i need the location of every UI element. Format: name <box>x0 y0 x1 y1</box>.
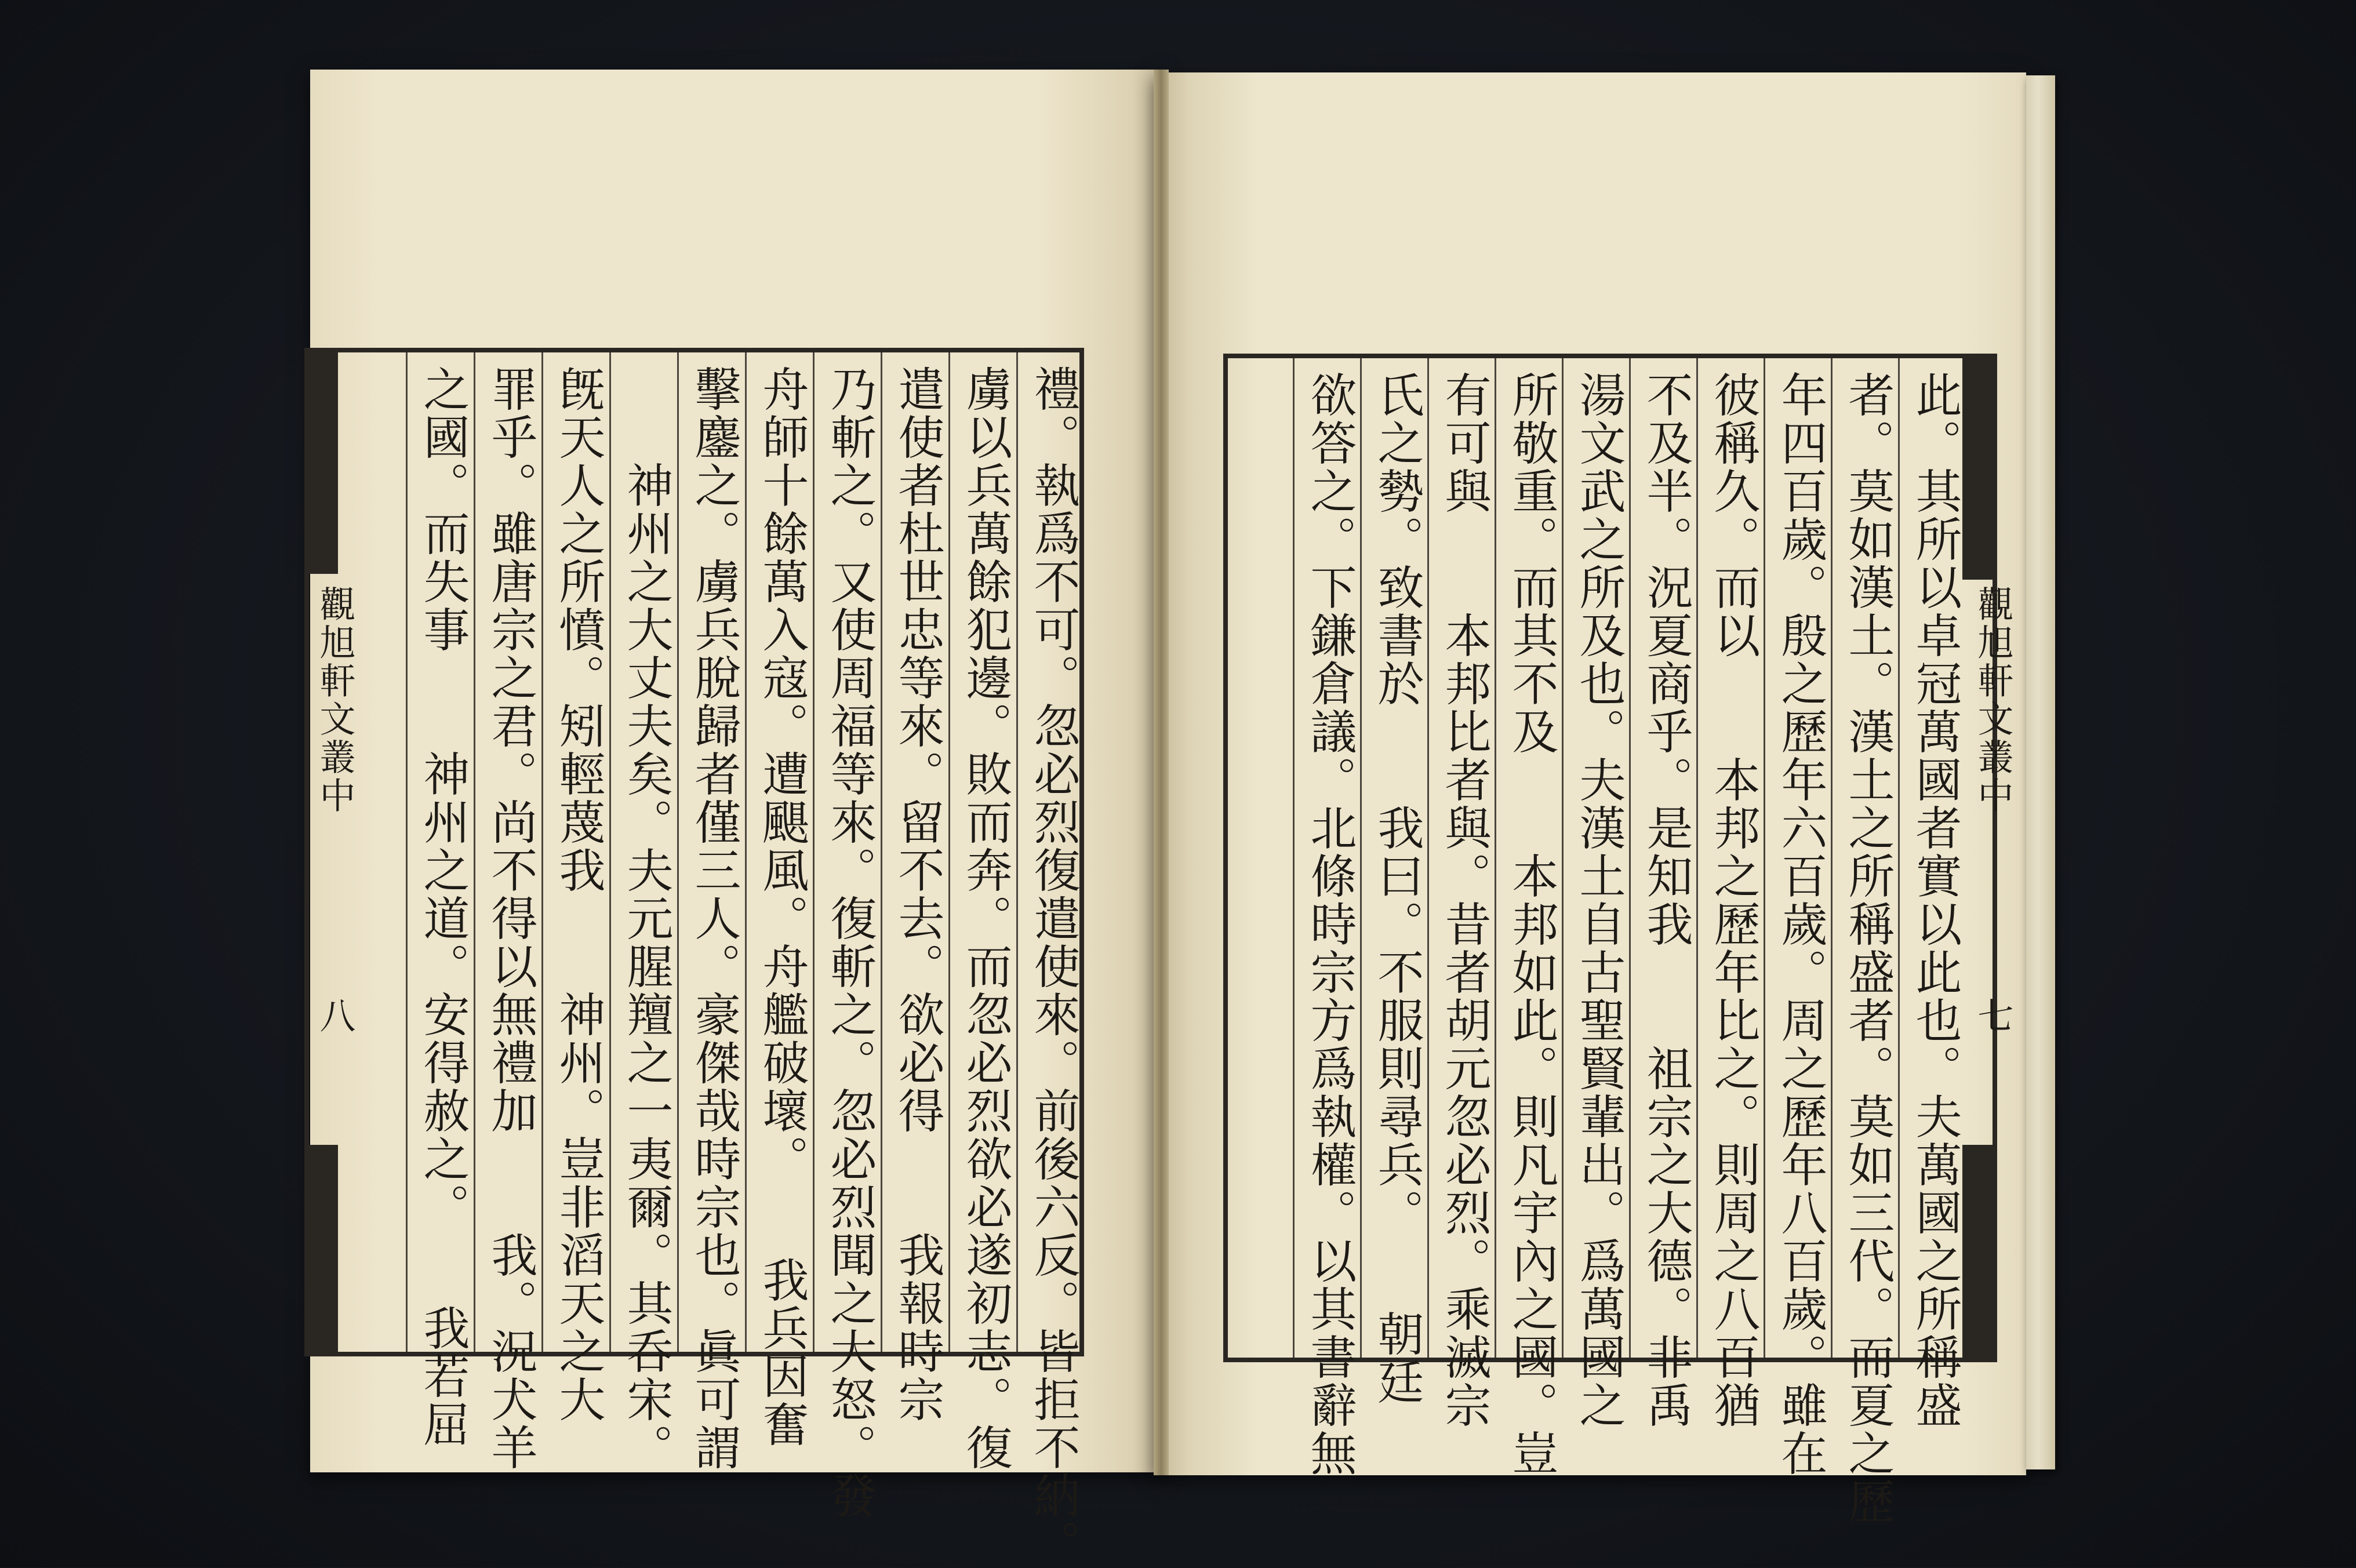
column-rule <box>1764 358 1765 1358</box>
text-column-5: 舟師十餘萬入寇。遭颶風。舟艦破壞。 我兵因奮 <box>755 365 809 1449</box>
column-rule <box>1562 358 1564 1358</box>
text-column-5: 不及半。況夏商乎。是知我 祖宗之大德。非禹 <box>1639 371 1693 1429</box>
column-rule <box>745 352 747 1352</box>
text-column-2: 者。莫如漢土。漢土之所稱盛者。莫如三代。而夏之歷 <box>1841 371 1895 1526</box>
column-rule <box>1696 358 1698 1358</box>
text-column-9: 氏之勢。致書於 我曰。不服則尋兵。 朝廷 <box>1370 371 1424 1406</box>
column-rule <box>1360 358 1362 1358</box>
column-rule <box>1898 358 1900 1358</box>
text-column-8: 旣天人之所憤。矧輕蔑我 神州。豈非滔天之大 <box>551 365 605 1424</box>
text-column-1: 禮。執爲不可。忽必烈復遣使來。前後六反。皆拒不納。 <box>1026 365 1080 1568</box>
book-gutter <box>1154 70 1169 1475</box>
column-rule <box>1016 352 1018 1352</box>
text-column-4: 彼稱久。而以 本邦之歷年比之。則周之八百猶 <box>1706 371 1760 1429</box>
page-stack-edge <box>2026 75 2055 1469</box>
column-rule <box>1293 358 1295 1358</box>
text-column-6: 擊鏖之。虜兵脫歸者僅三人。豪傑哉時宗也。眞可謂 <box>687 365 741 1472</box>
text-column-6: 湯文武之所及也。夫漢土自古聖賢輩出。爲萬國之 <box>1572 371 1626 1429</box>
column-rule <box>1629 358 1631 1358</box>
text-column-3: 遣使者杜世忠等來。留不去。欲必得 我報時宗 <box>890 365 944 1424</box>
right-spine-title: 觀旭軒文叢中 <box>1972 585 2014 815</box>
left-spine-folio: 八 <box>314 997 356 1033</box>
column-rule <box>609 352 611 1352</box>
column-rule <box>541 352 543 1352</box>
right-black-fishtail-bottom <box>1962 1145 1997 1362</box>
column-rule <box>1495 358 1496 1358</box>
text-column-8: 有可與 本邦比者與。昔者胡元忽必烈。乘滅宗 <box>1437 371 1491 1429</box>
text-column-9: 罪乎。雖唐宗之君。尚不得以無禮加 我。況犬羊 <box>483 365 537 1472</box>
column-rule <box>474 352 475 1352</box>
text-column-7: 神州之大丈夫矣。夫元腥羶之一夷爾。其呑宋。 <box>619 365 673 1472</box>
left-black-fishtail-top <box>304 348 338 574</box>
text-column-10: 之國。而失事 神州之道。安得赦之。 我若屈 <box>416 365 470 1449</box>
text-column-2: 虜以兵萬餘犯邊。敗而奔。而忽必烈欲必遂初志。復 <box>958 365 1012 1472</box>
column-rule <box>881 352 882 1352</box>
right-black-fishtail-top <box>1962 354 1997 580</box>
column-rule <box>406 352 408 1352</box>
left-spine-title: 觀旭軒文叢中 <box>314 585 356 815</box>
column-rule <box>1831 358 1833 1358</box>
left-black-fishtail-bottom <box>304 1145 338 1356</box>
column-rule <box>948 352 950 1352</box>
right-spine-folio: 七 <box>1972 997 2014 1033</box>
text-column-7: 所敬重。而其不及 本邦如此。則凡宇內之國。豈 <box>1504 371 1558 1478</box>
text-column-10: 欲答之。下鎌倉議。北條時宗方爲執權。以其書辭無 <box>1303 371 1357 1478</box>
text-column-1: 此。其所以卓冠萬國者實以此也。夫萬國之所稱盛 <box>1908 371 1962 1429</box>
column-rule <box>677 352 679 1352</box>
text-column-3: 年四百歲。殷之歷年六百歲。周之歷年八百歲。雖在 <box>1773 371 1827 1478</box>
column-rule <box>1427 358 1429 1358</box>
text-column-4: 乃斬之。又使周福等來。復斬之。忽必烈聞之大怒。發 <box>823 365 877 1520</box>
column-rule <box>813 352 815 1352</box>
